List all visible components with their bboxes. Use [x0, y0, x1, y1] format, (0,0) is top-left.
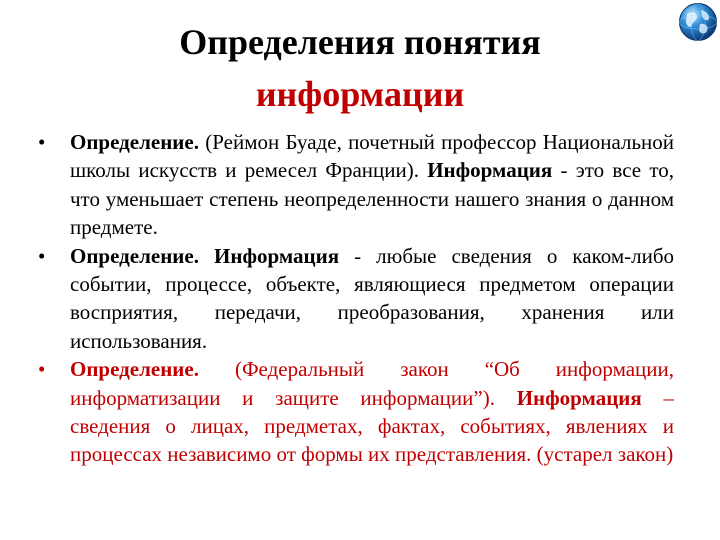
globe-icon: [678, 2, 718, 42]
bullet: •: [38, 357, 46, 382]
bullet: •: [38, 243, 46, 268]
definitions-list: [34, 128, 674, 469]
definition-text: - это все то, что уменьшает степень неопределенности нашего знания о данном предмете.: [70, 158, 674, 240]
definition-term: Информация: [516, 385, 642, 410]
list-item-definition-1: [34, 128, 674, 242]
list-item-definition-3: [34, 355, 674, 469]
list-item-definition-2: [34, 242, 674, 356]
definition-label: Определение.: [70, 243, 199, 268]
definition-source: (Реймон Буаде, почетный профессор Национальной школы искусств и ремесел Франции).: [70, 130, 674, 183]
title-line-2: информации: [255, 74, 465, 114]
definition-label: Определение.: [70, 130, 199, 154]
slide-title: [90, 16, 630, 120]
definition-label: Определение.: [70, 357, 199, 382]
definition-source: [199, 244, 214, 268]
definition-text: – сведения о лицах, предметах, фактах, событиях, явлениях и процессах независимо от формы их представления. (устарел закон): [70, 385, 674, 467]
definition-term: Информация: [427, 158, 553, 183]
title-line-1: Определения понятия: [179, 22, 541, 62]
bullet: •: [38, 130, 46, 154]
definition-source: (Федеральный закон “Об информации, информатизации и защите информации”).: [70, 357, 674, 410]
definition-term: Информация: [214, 243, 340, 268]
definition-text: - любые сведения о каком-либо событии, процессе, объекте, являющиеся предметом операции восприятия, передачи, преобразования, хранения или использования.: [70, 243, 675, 353]
